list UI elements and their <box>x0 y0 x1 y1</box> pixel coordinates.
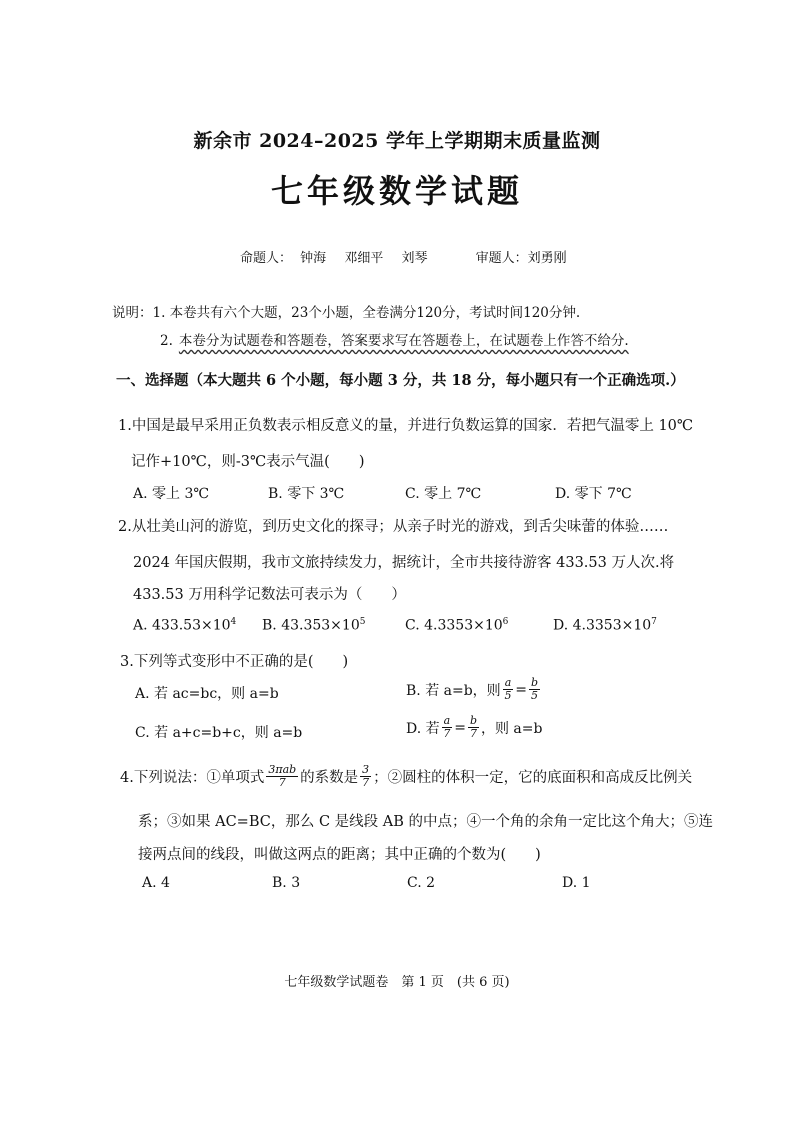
note-2 <box>160 329 629 349</box>
fraction: $\frac{a}{5}$ <box>504 676 512 702</box>
q2-stem-line3: 433.53 万用科学记数法可表示为（ ） <box>133 587 406 603</box>
q1-option-a: A. 零上 3℃ <box>133 486 210 502</box>
q2-option-c: C. $4.3353\times 10^6$ <box>405 617 509 634</box>
q2-stem-line1: 2.从壮美山河的游览，到历史文化的探寻；从亲子时光的游戏，到舌尖味蕾的体验…… <box>118 519 669 535</box>
author-name: 钟海 <box>300 251 327 266</box>
q4-stem-line1: 4.下列说法：①单项式 $\frac{\text{3πab}}{7}$ 的系数是 $\frac{3}{7}$ ；②圆柱的体积一定，它的底面积和高成反比例关 <box>120 763 693 789</box>
note-1: 说明：1. 本卷共有六个大题，23个小题，全卷满分120分，考试时间120分钟. <box>112 305 581 321</box>
authors-label: 命题人： <box>240 251 293 266</box>
fraction: $\frac{a}{7}$ <box>443 714 451 740</box>
section-heading: 一、选择题（本大题共 6 个小题，每小题 3 分，共 18 分，每小题只有一个正确选项.） <box>116 372 685 389</box>
author-name: 刘琴 <box>401 251 428 266</box>
q3-option-d: D. 若 $\frac{a}{7}$ = $\frac{b}{7}$ ，则 a=b <box>406 714 543 740</box>
fraction: $\frac{b}{5}$ <box>530 676 539 702</box>
q4-option-a: A. 4 <box>142 875 170 891</box>
author-line <box>240 247 581 266</box>
q1-stem-line1: 1.中国是最早采用正负数表示相反意义的量，并进行负数运算的国家．若把气温零上 10℃ <box>118 418 694 434</box>
q1-option-d: D. 零下 7℃ <box>555 486 632 502</box>
q1-option-c: C. 零上 7℃ <box>405 486 482 502</box>
q4-option-c: C. 2 <box>407 875 436 891</box>
q4-stem-line3: 接两点间的线段，叫做这两点的距离；其中正确的个数为( ) <box>138 847 541 863</box>
q2-option-d: D. $4.3353\times 10^7$ <box>553 617 657 634</box>
note-2-number: 2. <box>160 333 173 349</box>
q3-option-c: C. 若 a+c=b+c，则 a=b <box>135 725 303 741</box>
fraction: $\frac{b}{7}$ <box>469 714 477 740</box>
q3-option-a: A. 若 ac=bc，则 a=b <box>135 686 279 702</box>
author-name: 邓细平 <box>344 251 384 266</box>
q2-option-b: B. $43.353\times 10^5$ <box>262 617 366 634</box>
q3-option-b: B. 若 a=b，则 $\frac{a}{5}$ = $\frac{b}{5}$ <box>406 676 539 702</box>
q4-stem-line2: 系；③如果 AC=BC，那么 C 是线段 AB 的中点；④一个角的余角一定比这个角大；⑤连 <box>138 814 713 830</box>
fraction: $\frac{\text{3πab}}{7}$ <box>268 763 297 789</box>
q4-option-d: D. 1 <box>562 875 591 891</box>
q2-option-a: A. $433.53\times 10^4$ <box>133 617 237 634</box>
page-footer: 七年级数学试题卷 第 1 页 (共 6 页) <box>284 975 510 990</box>
q1-option-b: B. 零下 3℃ <box>268 486 345 502</box>
q1-stem-line2: 记作+10℃，则-3℃表示气温( ) <box>131 454 365 470</box>
exam-title: 七年级数学试题 <box>270 172 523 210</box>
q3-stem: 3.下列等式变形中不正确的是( ) <box>120 654 349 670</box>
exam-title-line1: 新余市 2024–2025 学年上学期期末质量监测 <box>193 130 601 152</box>
reviewer: 审题人：刘勇刚 <box>475 251 567 266</box>
q2-stem-line2: 2024 年国庆假期，我市文旅持续发力，据统计，全市共接待游客 433.53 万人次.将 <box>133 555 675 571</box>
q4-option-b: B. 3 <box>272 875 301 891</box>
fraction: $\frac{3}{7}$ <box>362 763 370 789</box>
note-2-text: 本卷分为试题卷和答题卷，答案要求写在答题卷上，在试题卷上作答不给分. <box>178 333 629 349</box>
